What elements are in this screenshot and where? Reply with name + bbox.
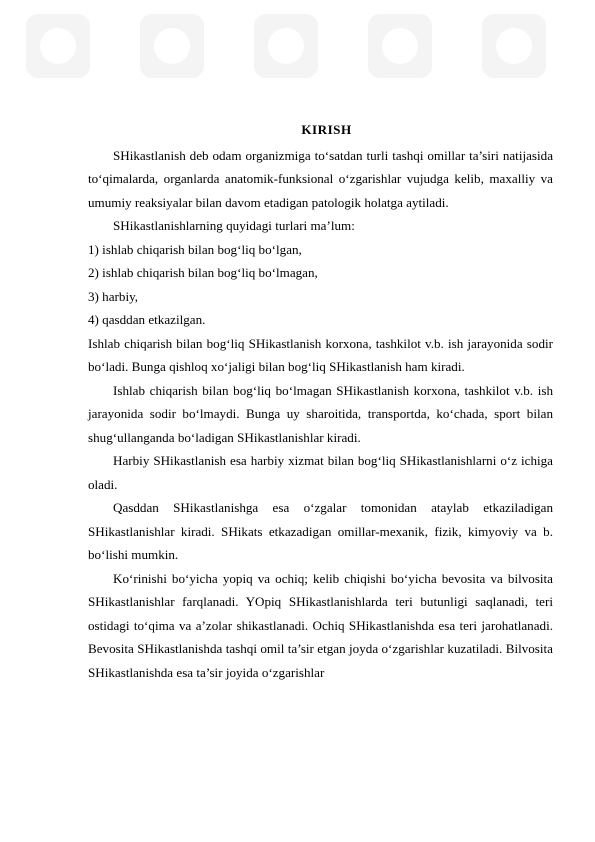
document-page xyxy=(88,118,553,684)
watermark-shape xyxy=(368,14,432,78)
list-item: 4) qasddan etkazilgan. xyxy=(88,312,206,327)
paragraph: SHikastlanishlarning quyidagi turlari ma’lum: xyxy=(113,218,355,233)
page-title: KIRISH xyxy=(301,122,352,137)
paragraph: Ishlab chiqarish bilan bog‘liq SHikastlanish korxona, tashkilot v.b. ish jarayonida sodir bo‘ladi. Bunga qishloq xo‘jaligi bilan bog‘liq SHikastlanish ham kiradi. xyxy=(88,335,553,374)
watermark-shape xyxy=(140,14,204,78)
list-item: 2) ishlab chiqarish bilan bog‘liq bo‘lmagan, xyxy=(88,265,318,280)
paragraph: Ko‘rinishi bo‘yicha yopiq va ochiq; kelib chiqishi bo‘yicha bevosita va bilvosita SHikastlanishlar farqlanadi. YOpiq SHikastlanishlarda teri butunligi saqlanadi, teri ostidagi to‘qima va a’zolar shikastlanadi. Ochiq SHikastlanishda esa teri jarohatlanadi. Bevosita SHikastlanishda tashqi omil ta’sir etgan joyda o‘zgarishlar kuzatiladi. Bilvosita SHikastlanishda esa ta’sir joyida o‘zgarishlar xyxy=(88,570,553,680)
paragraph: Qasddan SHikastlanishga esa o‘zgalar tomonidan ataylab etkaziladigan SHikastlanishlar kiradi. SHikats etkazadigan omillar-mexanik, fizik, kimyoviy va b. bo‘lishi mumkin. xyxy=(88,500,553,562)
watermark-shape xyxy=(254,14,318,78)
paragraph: Harbiy SHikastlanish esa harbiy xizmat bilan bog‘liq SHikastlanishlarni o‘z ichiga oladi. xyxy=(88,453,553,492)
paragraph: Ishlab chiqarish bilan bog‘liq bo‘lmagan SHikastlanish korxona, tashkilot v.b. ish jarayonida sodir bo‘lmaydi. Bunga uy sharoitida, transportda, ko‘chada, sport bilan shug‘ullanganda bo‘ladigan SHikastlanishlar kiradi. xyxy=(88,382,553,445)
paragraph: SHikastlanish deb odam organizmiga to‘satdan turli tashqi omillar ta’siri natijasida to‘qimalarda, organlarda anatomik-funksional o‘zgarishlar vujudga kelib, maxalliy va umumiy reaksiyalar bilan davom etadigan patologik holatga aytiladi. xyxy=(88,147,553,210)
watermark-shape xyxy=(26,14,90,78)
watermark-shape xyxy=(482,14,546,78)
list-item: 1) ishlab chiqarish bilan bog‘liq bo‘lgan, xyxy=(88,241,302,257)
list-item: 3) harbiy, xyxy=(88,288,139,304)
